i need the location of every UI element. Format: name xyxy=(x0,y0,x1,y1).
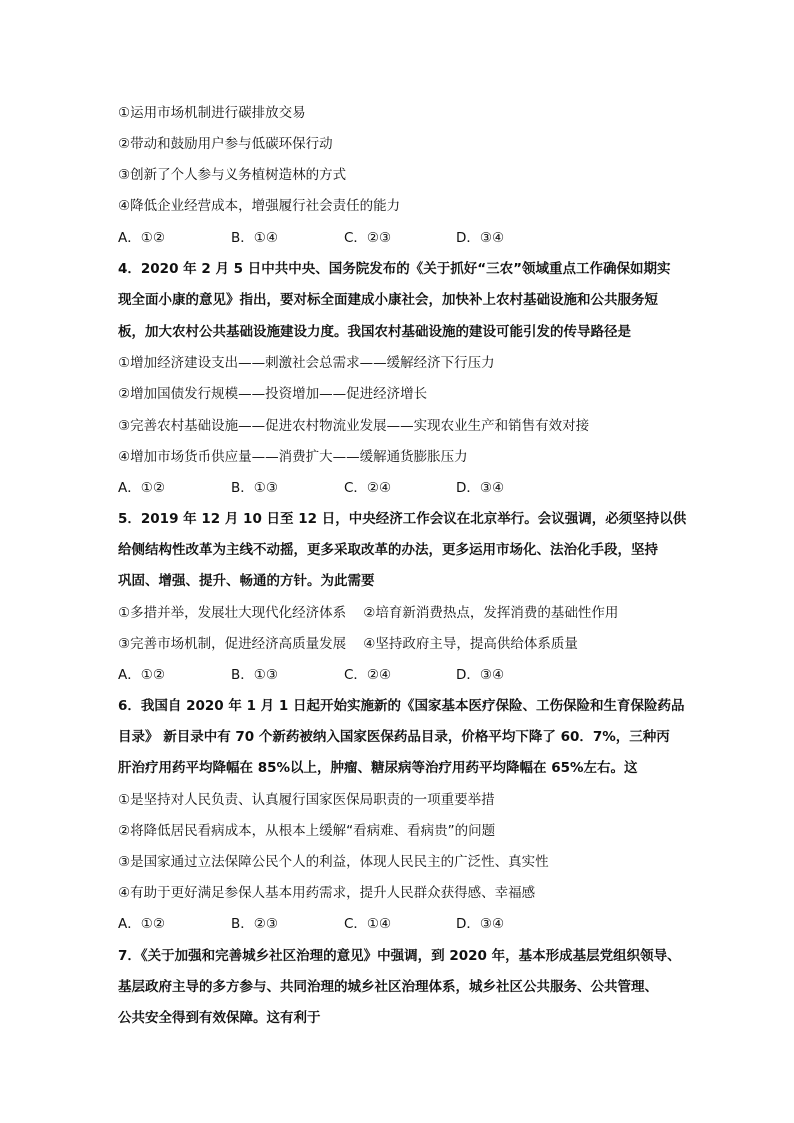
q3-option-d: D．③④ xyxy=(456,230,505,246)
q3-option-b: B．①④ xyxy=(231,230,278,246)
q4-option-b: B．①③ xyxy=(231,480,278,496)
q5-option-a: A．①② xyxy=(118,667,165,683)
q6-item-4: ④有助于更好满足参保人基本用药需求，提升人民群众获得感、幸福感 xyxy=(118,885,536,901)
q3-item-4: ④降低企业经营成本，增强履行社会责任的能力 xyxy=(118,198,401,214)
q6-stem-3: 肝治疗用药平均降幅在 85%以上，肿瘤、糖尿病等治疗用药平均降幅在 65%左右。这 xyxy=(118,760,638,776)
q4-option-c: C．②④ xyxy=(344,480,392,496)
q5-item-row-1: ①多措并举，发展壮大现代化经济体系 ②培育新消费热点，发挥消费的基础性作用 xyxy=(118,605,619,621)
q7-stem-2: 基层政府主导的多方参与、共同治理的城乡社区治理体系，城乡社区公共服务、公共管理、 xyxy=(118,979,658,995)
q6-item-1: ①是坚持对人民负责、认真履行国家医保局职责的一项重要举措 xyxy=(118,792,495,808)
q5-option-d: D．③④ xyxy=(456,667,505,683)
q4-stem-1: 4．2020 年 2 月 5 日中共中央、国务院发布的《关于抓好“三农”领域重点工作确保如期实 xyxy=(118,261,671,277)
q6-option-c: C．①④ xyxy=(344,916,392,932)
q4-item-3: ③完善农村基础设施——促进农村物流业发展——实现农业生产和销售有效对接 xyxy=(118,418,590,434)
q3-item-3: ③创新了个人参与义务植树造林的方式 xyxy=(118,167,347,183)
q4-item-4: ④增加市场货币供应量——消费扩大——缓解通货膨胀压力 xyxy=(118,449,468,465)
q6-item-2: ②将降低居民看病成本，从根本上缓解“看病难、看病贵”的问题 xyxy=(118,823,496,839)
q4-item-2: ②增加国债发行规模——投资增加——促进经济增长 xyxy=(118,386,428,402)
q5-option-b: B．①③ xyxy=(231,667,278,683)
q5-item-row-2: ③完善市场机制，促进经济高质量发展 ④坚持政府主导，提高供给体系质量 xyxy=(118,636,578,652)
q6-stem-1: 6．我国自 2020 年 1 月 1 日起开始实施新的《国家基本医疗保险、工伤保险和生育保险药品 xyxy=(118,698,685,714)
q6-option-a: A．①② xyxy=(118,916,165,932)
q4-stem-3: 板，加大农村公共基础设施建设力度。我国农村基础设施的建设可能引发的传导路径是 xyxy=(118,324,631,340)
q7-stem-1: 7．《关于加强和完善城乡社区治理的意见》中强调，到 2020 年，基本形成基层党组织领导、 xyxy=(118,948,681,964)
q4-item-1: ①增加经济建设支出——刺激社会总需求——缓解经济下行压力 xyxy=(118,355,495,371)
q3-item-2: ②带动和鼓励用户参与低碳环保行动 xyxy=(118,136,333,152)
q6-option-d: D．③④ xyxy=(456,916,505,932)
q5-stem-1: 5．2019 年 12 月 10 日至 12 日，中央经济工作会议在北京举行。会议强调，必须坚持以供 xyxy=(118,511,687,527)
q6-stem-2: 目录》 新目录中有 70 个新药被纳入国家医保药品目录，价格平均下降了 60．7%，三种丙 xyxy=(118,729,670,745)
q5-stem-3: 巩固、增强、提升、畅通的方针。为此需要 xyxy=(118,573,375,589)
q7-stem-3: 公共安全得到有效保障。这有利于 xyxy=(118,1010,321,1026)
q5-stem-2: 给侧结构性改革为主线不动摇，更多采取改革的办法，更多运用市场化、法治化手段，坚持 xyxy=(118,542,658,558)
q3-option-a: A．①② xyxy=(118,230,165,246)
q4-option-d: D．③④ xyxy=(456,480,505,496)
q5-option-c: C．②④ xyxy=(344,667,392,683)
q6-option-b: B．②③ xyxy=(231,916,278,932)
q3-option-c: C．②③ xyxy=(344,230,392,246)
q6-item-3: ③是国家通过立法保障公民个人的利益，体现人民民主的广泛性、真实性 xyxy=(118,854,549,870)
q3-item-1: ①运用市场机制进行碳排放交易 xyxy=(118,105,306,121)
q4-option-a: A．①② xyxy=(118,480,165,496)
q4-stem-2: 现全面小康的意见》指出，要对标全面建成小康社会，加快补上农村基础设施和公共服务短 xyxy=(118,292,658,308)
